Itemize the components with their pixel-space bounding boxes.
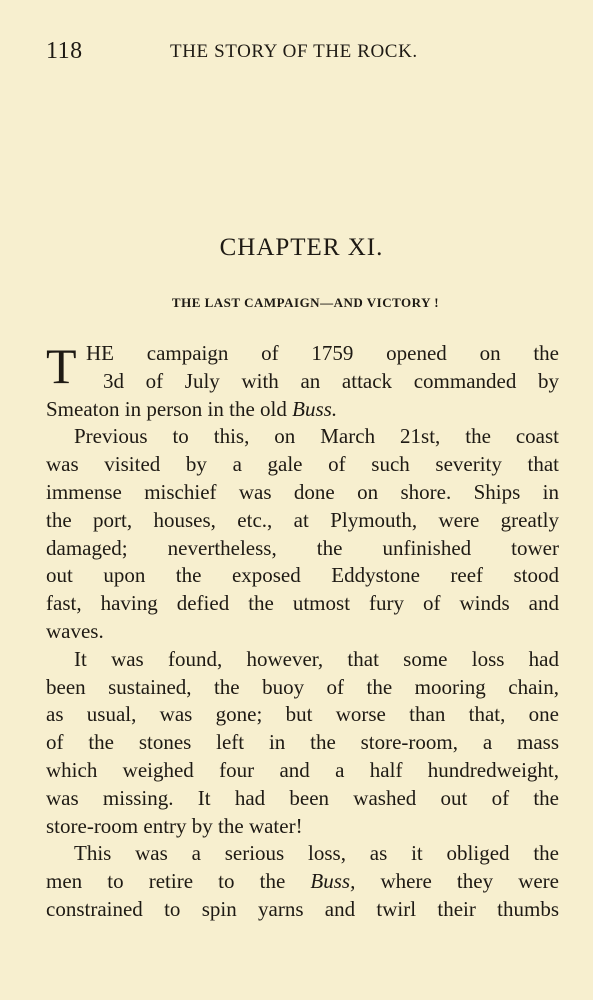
text-line: immense mischief was done on shore. Ships in [46, 479, 559, 504]
chapter-subtitle: THE LAST CAMPAIGN—AND VICTORY ! [171, 295, 440, 310]
text-line: waves. [46, 618, 104, 643]
paragraph-2 [46, 423, 559, 645]
text-line: This was a serious loss, as it obliged the [74, 841, 559, 866]
text-line: been sustained, the buoy of the mooring chain, [46, 674, 559, 699]
chapter-title: CHAPTER XI. [219, 234, 384, 261]
italic-ship-name: Buss. [292, 396, 338, 421]
text-line [46, 868, 559, 896]
text-line: store-room entry by the water! [46, 813, 303, 838]
text-line: was visited by a gale of such severity that [46, 452, 559, 477]
text-line: out upon the exposed Eddystone reef stood [46, 563, 559, 588]
text-segment: Smeaton in person in the old [46, 396, 293, 421]
paragraph-4 [46, 840, 559, 923]
text-line: of the stones left in the store-room, a mass [46, 730, 559, 755]
text-line [46, 396, 559, 424]
paragraph-1 [46, 340, 559, 423]
paragraph-3 [46, 646, 559, 841]
text-line: was missing. It had been washed out of the [46, 785, 559, 810]
text-line: It was found, however, that some loss had [74, 646, 559, 671]
text-line: damaged; nevertheless, the unfinished tower [46, 535, 559, 560]
running-header [46, 38, 547, 66]
text-line: Previous to this, on March 21st, the coast [74, 424, 559, 449]
body-text [46, 340, 559, 924]
text-segment: where they were [355, 869, 559, 894]
text-line: HE campaign of 1759 opened on the [86, 341, 559, 365]
text-segment: men to retire to the [46, 869, 311, 894]
text-line: which weighed four and a half hundredweight, [46, 757, 559, 782]
text-line: 3d of July with an attack commanded by [103, 368, 559, 393]
text-line: fast, having defied the utmost fury of winds and [46, 591, 559, 616]
text-line: the port, houses, etc., at Plymouth, were greatly [46, 507, 559, 532]
drop-cap-letter: T [46, 338, 77, 394]
text-line: as usual, was gone; but worse than that, one [46, 702, 559, 727]
italic-ship-name: Buss, [310, 869, 356, 894]
dropcap-block [46, 340, 559, 396]
running-title: THE STORY OF THE ROCK. [170, 41, 418, 62]
text-line: constrained to spin yarns and twirl their thumbs [46, 896, 559, 921]
page-number: 118 [46, 38, 83, 64]
